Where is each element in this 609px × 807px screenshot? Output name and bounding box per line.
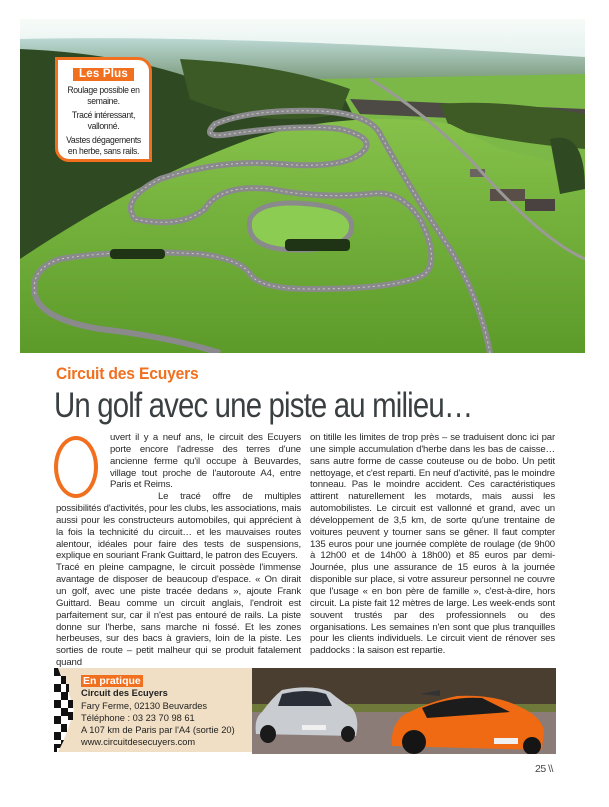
article-kicker: Circuit des Ecuyers (56, 364, 199, 383)
en-pratique-content (81, 675, 235, 749)
les-plus-item: Roulage possible en semaine. (67, 85, 140, 107)
checkered-flag-icon (54, 668, 76, 752)
sports-cars-illustration (252, 668, 556, 754)
building-2 (525, 199, 555, 211)
venue-directions: A 107 km de Paris par l'A4 (sortie 20) (81, 725, 235, 736)
cars-photo (252, 668, 556, 754)
paragraph: Tracé en pleine campagne, le circuit possède l'immense avantage de disposer de beaucoup d'espace. « On dirait un golf, avec une piste tracée dedans », ajoute Frank Guittard. Beau comme un circuit anglais, l'endroit est parfaitement sur, car il n'est pas entouré de rails. La piste donne sur l'herbe, sans marche ni fossé. Et les zones herbeuses, sur des bacs à graviers, loin de la piste. Les sorties de route – petit malheur qui se produit fatalement quand (56, 562, 301, 669)
drop-cap (54, 436, 104, 500)
venue-website[interactable]: www.circuitdesecuyers.com (81, 737, 196, 748)
article-column-2 (310, 432, 555, 657)
les-plus-item: Tracé intéressant, vallonné. (71, 110, 136, 132)
page-number: 25 \\ (535, 763, 553, 775)
paragraph: uvert il y a neuf ans, le circuit des Ecuyers porte encore l'adresse des terres d'une ancienne ferme qu'il occupe à Beuvardes, village tout proche de l'autoroute A4, entre Paris et Reims. (110, 432, 301, 491)
en-pratique-title: En pratique (83, 675, 141, 687)
paragraph: Le tracé offre de multiples possibilités d'activités, pour les clubs, les associations, mais aussi pour les constructeurs automobiles, qui apprécient à la fois la technicité du circuit… et les mauvaises routes alentour, idéales pour faire des tests de suspensions, explique en souriant Frank Guittard, le patron des Ecuyers. (56, 491, 301, 562)
paragraph: on titille les limites de trop près – se traduisent donc ici par une simple accumulation d'herbe dans les bas de caisse… sans autre forme de casse couteuse ou de bobo. Un petit nettoyage, et c'est reparti. En neuf d'activité, pas le moindre tonneau. Pas le moindre accident. Ces caractéristiques attirent naturellement les motards, mais aussi les automobilistes. Le circuit est vallonné et grand, avec un développement de 3,5 km, de sorte qu'une trentaine de voitures peuvent y tourner sans se gêner. Il faut compter 135 euros pour une journée complète de roulage (de 9h00 à 12h00 et de 14h00 à 18h00) et 85 euros par demi-Journée, plus une assurance de 15 euros à la journée disponible sur place, si votre assureur personnel ne couvre que l'usage « en bon père de famille », c'est-à-dire, hors circuit. La piste fait 12 mètres de large. Les week-ends sont souvent trustés par des professionnels ou des organisations. Les semaines n'en sont que plus tranquilles pour les clients individuels. Le circuit vient de rénover ses paddocks : la saison est repartie. (310, 432, 555, 657)
en-pratique-box (54, 668, 252, 752)
les-plus-item: Vastes dégagements en herbe, sans rails. (66, 135, 141, 157)
venue-name: Circuit des Ecuyers (81, 688, 168, 699)
hedge-1 (110, 249, 165, 259)
les-plus-box (55, 57, 152, 162)
venue-phone: Téléphone : 03 23 70 98 61 (81, 712, 195, 723)
les-plus-title: Les Plus (73, 68, 134, 81)
venue-address: Fary Ferme, 02130 Beuvardes (81, 700, 208, 711)
hedge-2 (285, 239, 350, 251)
article-column-1 (56, 432, 301, 669)
article-headline: Un golf avec une piste au milieu… (54, 386, 473, 425)
